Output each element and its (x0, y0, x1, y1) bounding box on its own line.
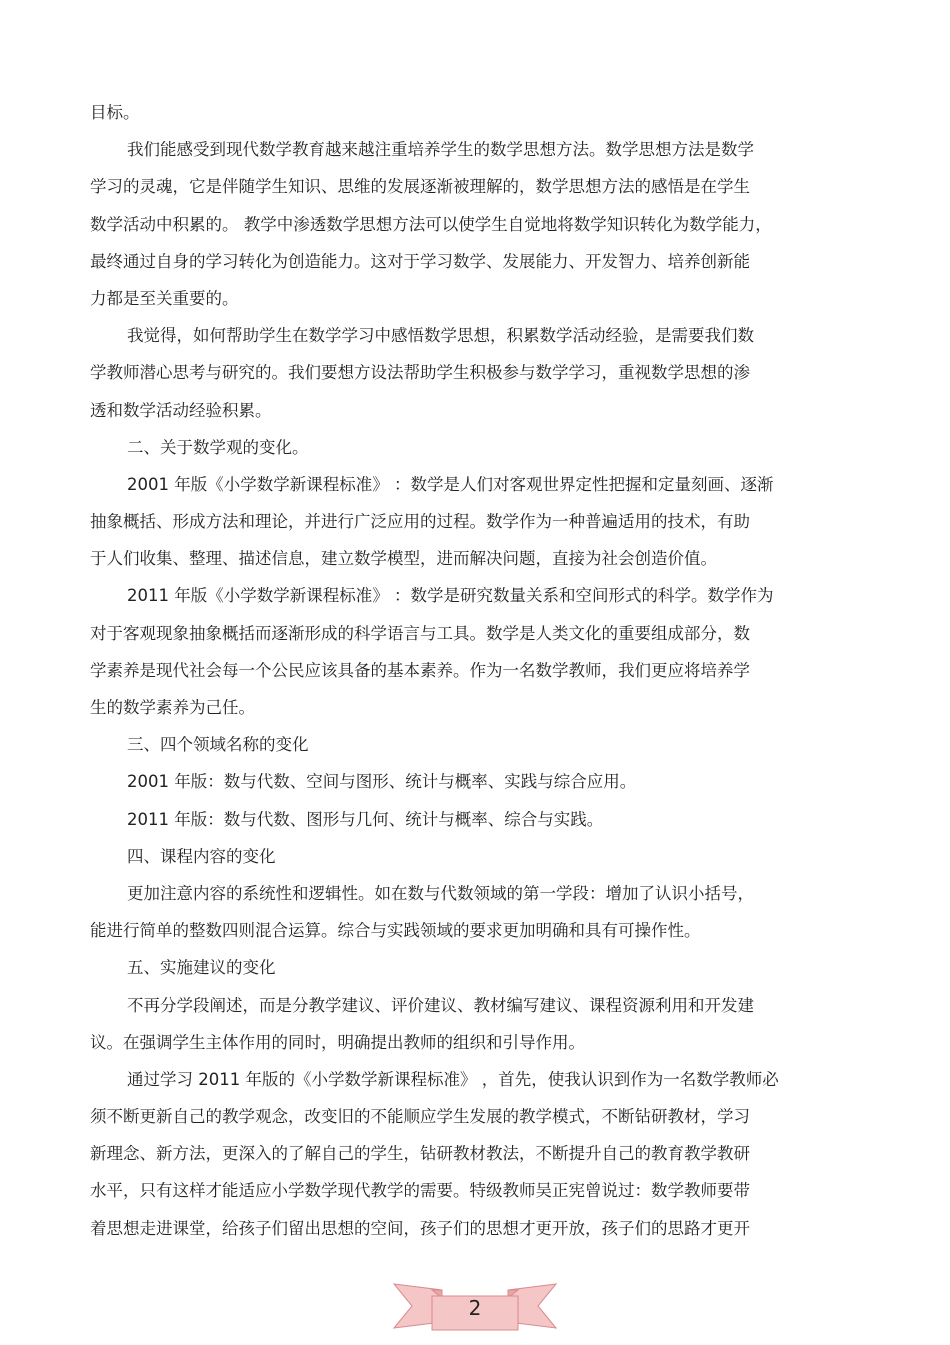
text-line: 生的数学素养为己任。 (90, 698, 255, 717)
page-footer (390, 1272, 560, 1342)
text-line: 水平，只有这样才能适应小学数学现代教学的需要。特级教师吴正宪曾说过：数学教师要带 (90, 1181, 750, 1201)
text-line: 我觉得，如何帮助学生在数学学习中感悟数学思想，积累数学活动经验，是需要我们数 (127, 326, 754, 346)
text-line: 通过学习 2011 年版的《小学数学新课程标准》 ，首先，使我认识到作为一名数学教师必 (127, 1069, 779, 1089)
text-line: 着思想走进课堂，给孩子们留出思想的空间，孩子们的思想才更开放，孩子们的思路才更开 (90, 1218, 750, 1238)
text-line: 二、关于数学观的变化。 (127, 437, 309, 457)
text-line: 能进行简单的整数四则混合运算。综合与实践领域的要求更加明确和具有可操作性。 (90, 921, 701, 941)
text-line: 2001 年版：数与代数、空间与图形、统计与概率、实践与综合应用。 (127, 772, 637, 792)
text-line: 须不断更新自己的教学观念，改变旧的不能顺应学生发展的教学模式，不断钻研教材，学习 (90, 1107, 750, 1127)
text-line: 2001 年版《小学数学新课程标准》 ：数学是人们对客观世界定性把握和定量刻画、逐渐 (127, 474, 774, 494)
text-line: 对于客观现象抽象概括而逐渐形成的科学语言与工具。数学是人类文化的重要组成部分，数 (90, 623, 750, 643)
text-line: 五、实施建议的变化 (127, 958, 276, 978)
text-line: 更加注意内容的系统性和逻辑性。如在数与代数领域的第一学段：增加了认识小括号， (127, 883, 754, 903)
text-line: 不再分学段阐述，而是分教学建议、评价建议、教材编写建议、课程资源利用和开发建 (127, 995, 754, 1015)
text-line: 2011 年版《小学数学新课程标准》 ：数学是研究数量关系和空间形式的科学。数学作为 (127, 586, 774, 606)
text-line: 目标。 (90, 103, 140, 122)
text-line: 学教师潜心思考与研究的。我们要想方设法帮助学生积极参与数学学习，重视数学思想的渗 (90, 363, 750, 383)
text-line: 我们能感受到现代数学教育越来越注重培养学生的数学思想方法。数学思想方法是数学 (127, 140, 754, 160)
text-line: 三、四个领域名称的变化 (127, 735, 309, 755)
text-line: 抽象概括、形成方法和理论，并进行广泛应用的过程。数学作为一种普遍适用的技术，有助 (90, 512, 750, 532)
text-line: 透和数学活动经验积累。 (90, 400, 272, 420)
text-line: 学习的灵魂，它是伴随学生知识、思维的发展逐渐被理解的，数学思想方法的感悟是在学生 (90, 177, 750, 197)
text-line: 议。在强调学生主体作用的同时，明确提出教师的组织和引导作用。 (90, 1032, 585, 1052)
text-line: 于人们收集、整理、描述信息，建立数学模型，进而解决问题，直接为社会创造价值。 (90, 549, 717, 569)
page-number: 2 (468, 1296, 482, 1320)
text-line: 数学活动中积累的。 教学中渗透数学思想方法可以使学生自觉地将数学知识转化为数学能力， (90, 214, 772, 234)
text-line: 最终通过自身的学习转化为创造能力。这对于学习数学、发展能力、开发智力、培养创新能 (90, 251, 750, 271)
text-line: 新理念、新方法，更深入的了解自己的学生，钻研教材教法，不断提升自己的教育教学教研 (90, 1144, 750, 1164)
text-line: 学素养是现代社会每一个公民应该具备的基本素养。作为一名数学教师，我们更应将培养学 (90, 660, 750, 680)
text-line: 2011 年版：数与代数、图形与几何、统计与概率、综合与实践。 (127, 809, 604, 829)
body-text (90, 94, 840, 1247)
text-line: 四、课程内容的变化 (127, 846, 276, 866)
text-line: 力都是至关重要的。 (90, 288, 239, 308)
